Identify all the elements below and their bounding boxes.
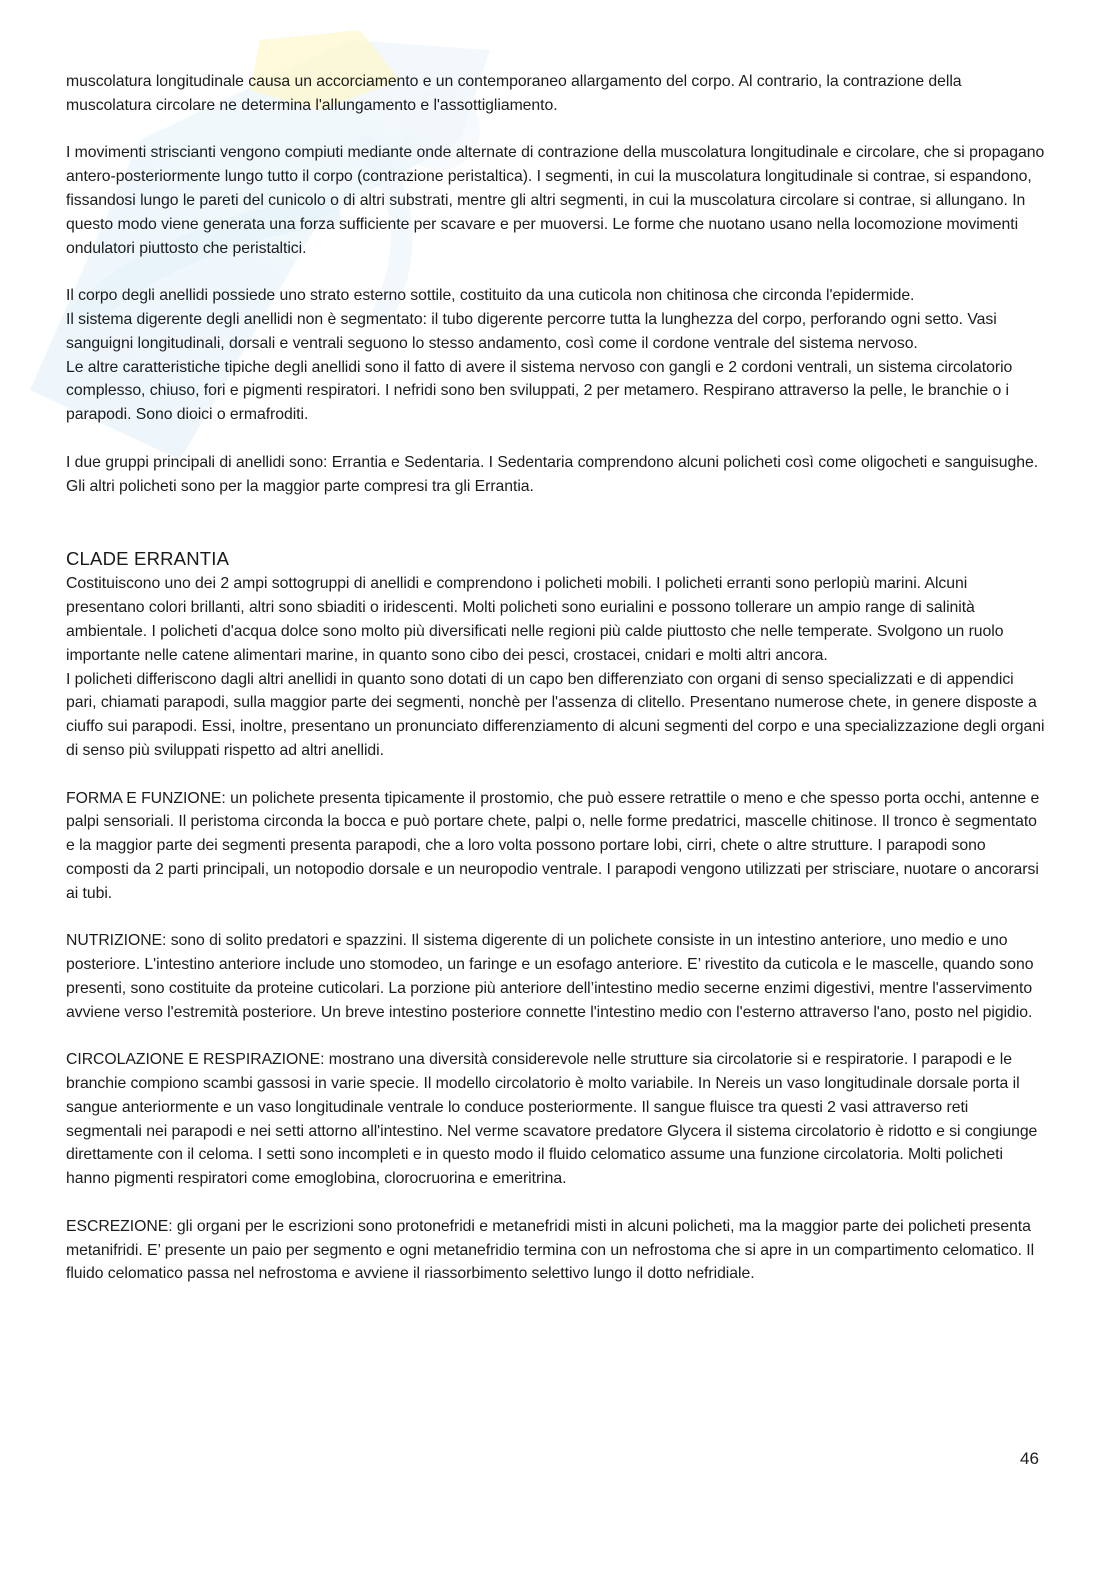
paragraph-forma-funzione: FORMA E FUNZIONE: un polichete presenta tipicamente il prostomio, che può essere retrattile o meno e che spesso porta occhi, antenne e palpi sensoriali. Il peristoma circonda la bocca e può portare chete, palpi o, nelle forme predatrici, mascelle chitinose. Il tronco è segmentato e la maggior parte dei segmenti presenta parapodi, che a loro volta possono portare lobi, cirri, chete o altre strutture. I parapodi sono composti da 2 parti principali, un notopodio dorsale e un neuropodio ventrale. I parapodi vengono utilizzati per strisciare, nuotare o ancorarsi ai tubi. (66, 789, 1040, 902)
paragraph-errantia-intro: Costituiscono uno dei 2 ampi sottogruppi di anellidi e comprendono i policheti mobili. I policheti erranti sono perlopiù marini. Alcuni presentano colori brillanti, altri sono sbiaditi o iridescenti. Molti policheti sono eurialini e possono tollerare un ampio range di salinità ambientale. I policheti d'acqua dolce sono molto più diversificati nelle regioni più calde piuttosto che nelle temperate. Svolgono un ruolo importante nelle catene alimentari marine, in quanto sono cibo dei pesci, crostacei, cnidari e molti altri ancora. (66, 575, 1004, 664)
page-content (66, 70, 1046, 1286)
paragraph-sistema-digerente: Il sistema digerente degli anellidi non è segmentato: il tubo digerente percorre tutta la lunghezza del corpo, perforando ogni setto. Vasi sanguigni longitudinali, dorsali e ventrali seguono lo stesso andamento, così come il cordone ventrale del sistema nervoso. (66, 310, 997, 352)
paragraph-escrezione: ESCREZIONE: gli organi per le escrizioni sono protonefridi e metanefridi misti in alcuni policheti, ma la maggior parte dei policheti presenta metanifridi. E’ presente un paio per segmento e ogni metanefridio termina con un nefrostoma che si apre in un compartimento celomatico. Il fluido celomatico passa nel nefrostoma e avviene il riassorbimento selettivo lungo il dotto nefridiale. (66, 1217, 1035, 1283)
paragraph-circolazione: CIRCOLAZIONE E RESPIRAZIONE: mostrano una diversità considerevole nelle strutture sia circolatorie si e respiratorie. I parapodi e le branchie compiono scambi gassosi in varie specie. Il modello circolatorio è molto variabile. In Nereis un vaso longitudinale dorsale porta il sangue anteriormente e un vaso longitudinale ventrale lo conduce posteriormente. Il sangue fluisce tra questi 2 vasi attraverso reti segmentali nei parapodi e nei setti attorno all'intestino. Nel verme scavatore predatore Glycera il sistema circolatorio è ridotto e si congiunge direttamente con il celoma. I setti sono incompleti e in questo modo il fluido celomatico assume una funzione circolatoria. Molti policheti hanno pigmenti respiratori come emoglobina, clorocruorina e emeritrina. (66, 1051, 1038, 1188)
section-heading: CLADE ERRANTIA (66, 548, 230, 570)
paragraph-corpo-anellidi: Il corpo degli anellidi possiede uno strato esterno sottile, costituito da una cuticola non chitinosa che circonda l'epidermide. (66, 287, 915, 305)
paragraph-gruppi: I due gruppi principali di anellidi sono: Errantia e Sedentaria. I Sedentaria comprendono alcuni policheti così come oligocheti e sanguisughe. Gli altri policheti sono per la maggior parte compresi tra gli Errantia. (66, 453, 1039, 495)
paragraph-policheti-differenze: I policheti differiscono dagli altri anellidi in quanto sono dotati di un capo ben differenziato con organi di senso specializzati e di appendici pari, chiamati parapodi, sulla maggior parte dei segmenti, nonchè per l'assenza di clitello. Presentano numerose chete, in genere disposte a ciuffo sui parapodi. Essi, inoltre, presentano un pronunciato differenziamento di alcuni segmenti del corpo e una specializzazione degli organi di senso più sviluppati rispetto ad altri anellidi. (66, 670, 1045, 759)
paragraph-nutrizione: NUTRIZIONE: sono di solito predatori e spazzini. Il sistema digerente di un polichete consiste in un intestino anteriore, uno medio e uno posteriore. L'intestino anteriore include uno stomodeo, un faringe e un esofago anteriore. E’ rivestito da cuticola e le mascelle, quando sono presenti, sono costituite da proteine cuticolari. La porzione più anteriore dell’intestino medio secerne enzimi digestivi, mentre l'asservimento avviene verso l'estremità posteriore. Un breve intestino posteriore connette l'intestino medio con l'esterno attraverso l'ano, posto nel pigidio. (66, 932, 1034, 1021)
paragraph-movimenti: I movimenti striscianti vengono compiuti mediante onde alternate di contrazione della muscolatura longitudinale e circolare, che si propagano antero-posteriormente lungo tutto il corpo (contrazione peristaltica). I segmenti, in cui la muscolatura longitudinale si contrae, si espandono, fissandosi lungo le pareti del cunicolo o di altri substrati, mentre gli altri segmenti, in cui la muscolatura circolare si contrae, si allungano. In questo modo viene generata una forza sufficiente per scavare e per muoversi. Le forme che nuotano usano nella locomozione movimenti ondulatori piuttosto che peristaltici. (66, 144, 1045, 257)
paragraph-caratteristiche: Le altre caratteristiche tipiche degli anellidi sono il fatto di avere il sistema nervoso con gangli e 2 cordoni ventrali, un sistema circolatorio complesso, chiuso, fori e pigmenti respiratori. I nefridi sono ben sviluppati, 2 per metamero. Respirano attraverso la pelle, le branchie o i parapodi. Sono dioici o ermafroditi. (66, 358, 1013, 424)
page-number: 46 (1020, 1449, 1039, 1468)
paragraph-muscolatura: muscolatura longitudinale causa un accorciamento e un contemporaneo allargamento del corpo. Al contrario, la contrazione della muscolatura circolare ne determina l'allungamento e l'assottigliamento. (66, 73, 962, 114)
